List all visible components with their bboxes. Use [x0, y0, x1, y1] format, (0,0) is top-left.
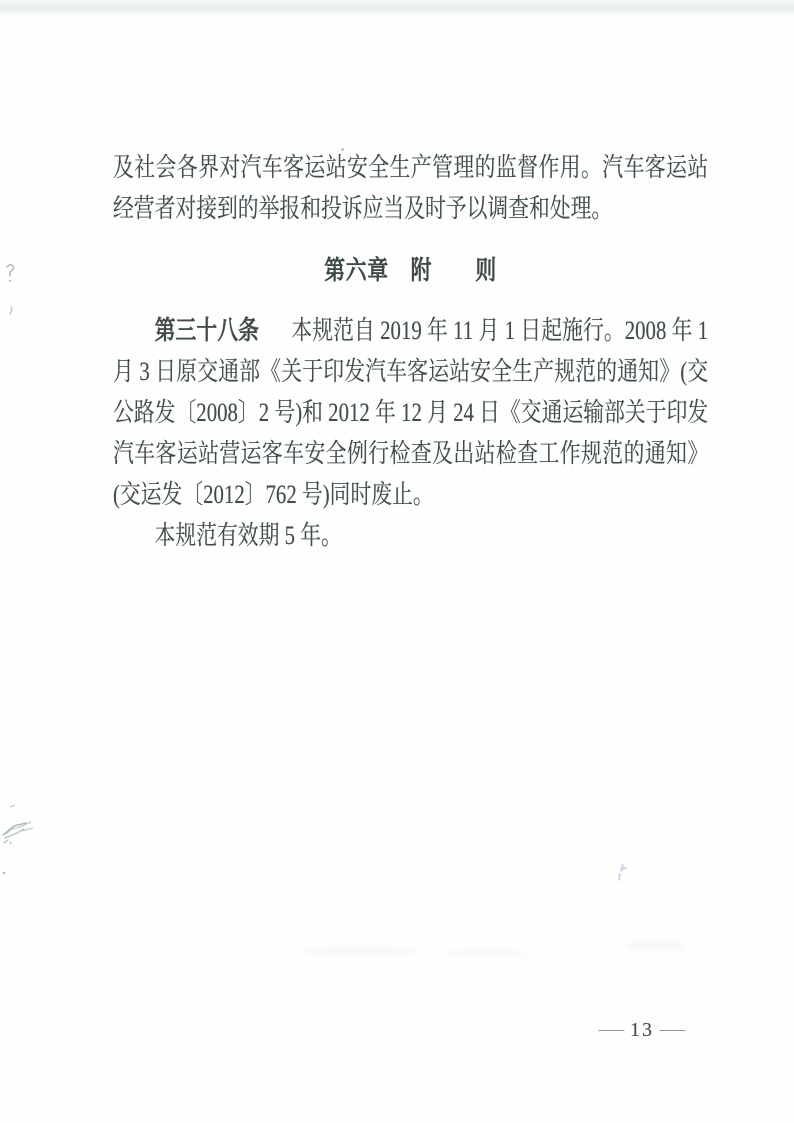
page-number: 13	[630, 1018, 654, 1041]
body-line: (交运发〔2012〕762 号)同时废止。	[113, 480, 434, 509]
article-first-line-text: 本规范自 2019 年 11 月 1 日起施行。2008 年 1	[291, 316, 709, 345]
scan-edge-band	[0, 0, 794, 15]
footer-left-dash: —	[598, 1019, 625, 1040]
chapter-heading: 第六章 附 则	[324, 256, 497, 285]
question-mark-smudge-icon	[4, 262, 18, 288]
body-line: 月 3 日原交通部《关于印发汽车客运站安全生产规范的通知》(交	[113, 357, 709, 386]
blue-ink-mark-icon	[614, 862, 630, 884]
document-body	[113, 147, 708, 556]
body-line: 汽车客运站营运客车安全例行检查及出站检查工作规范的通知》	[113, 439, 709, 468]
bleedthrough-smudge	[440, 950, 530, 957]
footer-right-dash: —	[659, 1019, 686, 1040]
article-first-line	[113, 310, 708, 351]
body-line: 经营者对接到的举报和投诉应当及时予以调查和处理。	[113, 194, 613, 223]
pencil-scribble-icon	[0, 803, 90, 898]
page-number-footer	[584, 1016, 700, 1044]
bleedthrough-smudge	[300, 947, 420, 955]
body-line: 公路发〔2008〕2 号)和 2012 年 12 月 24 日《交通运输部关于印发	[113, 398, 709, 427]
body-line: 及社会各界对汽车客运站安全生产管理的监督作用。汽车客运站	[113, 153, 709, 182]
bleedthrough-smudge	[625, 941, 685, 951]
article-number-label: 第三十八条	[154, 316, 260, 345]
validity-note-line: 本规范有效期 5 年。	[154, 521, 342, 550]
tick-smudge-icon	[8, 306, 16, 318]
